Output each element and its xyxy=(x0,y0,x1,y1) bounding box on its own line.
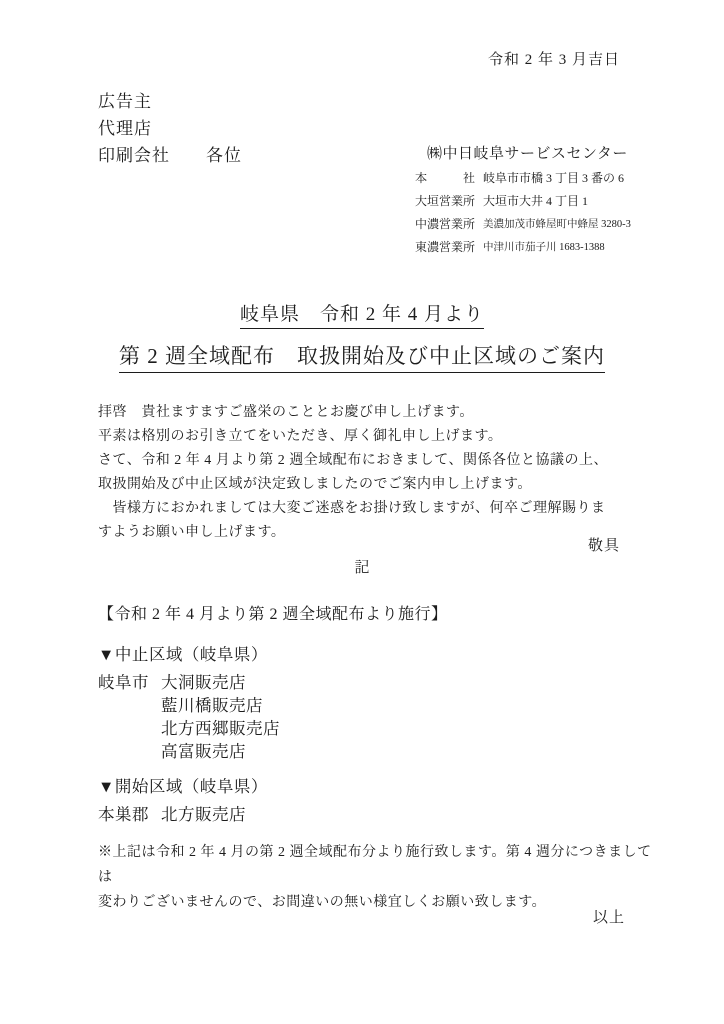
stopped-area-city: 岐阜市 xyxy=(98,673,149,692)
body-line: すようお願い申し上げます。 xyxy=(98,525,286,540)
recipient-advertiser: 広告主 xyxy=(98,92,152,111)
note-line: ※上記は令和 2 年 4 月の第 2 週全域配布分より施行致します。第 4 週分につきましては xyxy=(98,845,652,885)
office-row xyxy=(415,166,631,189)
store-name: 藍川橋販売店 xyxy=(161,696,263,715)
sender-office-block xyxy=(415,166,631,258)
office-label: 本 社 xyxy=(415,171,476,185)
sub-title xyxy=(0,340,724,373)
stopped-store-list xyxy=(161,671,280,763)
recipient-block xyxy=(98,88,242,169)
store-name: 大洞販売店 xyxy=(161,673,246,692)
started-area-section xyxy=(98,775,268,826)
started-area-group xyxy=(98,803,268,826)
stopped-area-heading: ▼中止区域（岐阜県） xyxy=(98,645,268,664)
note-line: 変わりございませんので、お間違いの無い様宜しくお願い致します。 xyxy=(98,895,547,910)
body-line: さて、令和 2 年 4 月より第 2 週全域配布におきまして、関係各位と協議の上、 xyxy=(98,453,608,468)
body-line: 皆様方におかれましては大変ご迷惑をお掛け致しますが、何卒ご理解賜りま xyxy=(98,501,606,516)
body-line: 取扱開始及び中止区域が決定致しましたのでご案内申し上げます。 xyxy=(98,477,532,492)
store-name: 北方西郷販売店 xyxy=(161,719,280,738)
started-store-list xyxy=(161,803,246,826)
store-name: 高富販売店 xyxy=(161,742,246,761)
store-name: 北方販売店 xyxy=(161,805,246,824)
stopped-area-section xyxy=(98,643,280,763)
body-line: 拝啓 貴社ますますご盛栄のこととお慶び申し上げます。 xyxy=(98,405,474,420)
closing-keigu: 敬具 xyxy=(587,538,620,554)
stopped-area-group xyxy=(98,671,280,763)
sender-company-name: ㈱中日岐阜サービスセンター xyxy=(427,146,628,162)
office-address: 大垣市大井 4 丁目 1 xyxy=(483,194,589,208)
office-label: 東濃営業所 xyxy=(415,240,476,254)
office-address: 美濃加茂市蜂屋町中蜂屋 3280-3 xyxy=(483,219,631,230)
body-paragraphs xyxy=(98,401,638,545)
office-address: 中津川市茄子川 1683-1388 xyxy=(483,242,605,253)
recipient-printer: 印刷会社 各位 xyxy=(98,146,242,165)
started-area-heading: ▼開始区域（岐阜県） xyxy=(98,777,268,796)
effective-notice-heading: 【令和 2 年 4 月より第 2 週全域配布より施行】 xyxy=(98,606,448,623)
end-mark: 以上 xyxy=(592,910,625,926)
office-label: 大垣営業所 xyxy=(415,194,476,208)
footnote xyxy=(98,840,658,915)
body-line: 平素は格別のお引き立てをいただき、厚く御礼申し上げます。 xyxy=(98,429,503,444)
main-title-text: 岐阜県 令和 2 年 4 月より xyxy=(240,299,484,329)
office-row xyxy=(415,189,631,212)
office-row xyxy=(415,235,631,258)
office-label: 中濃営業所 xyxy=(415,217,476,231)
recipient-agency: 代理店 xyxy=(98,119,152,138)
started-area-district: 本巣郡 xyxy=(98,805,149,824)
record-mark: 記 xyxy=(354,560,370,576)
issue-date: 令和 2 年 3 月吉日 xyxy=(487,52,620,68)
sub-title-text: 第 2 週全域配布 取扱開始及び中止区域のご案内 xyxy=(119,340,605,373)
office-row xyxy=(415,212,631,235)
main-title xyxy=(0,299,724,329)
office-address: 岐阜市市橋 3 丁目 3 番の 6 xyxy=(483,171,625,185)
